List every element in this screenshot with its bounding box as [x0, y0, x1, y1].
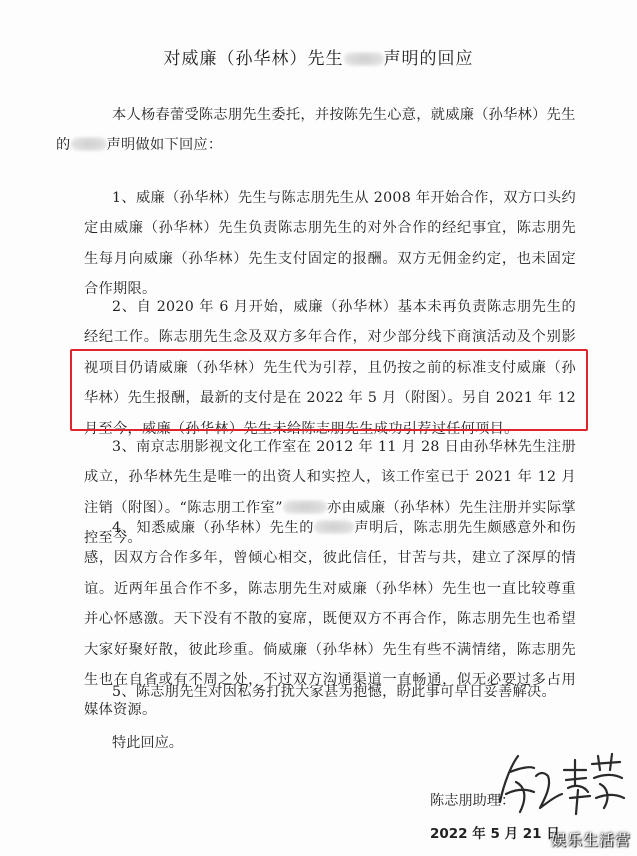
intro-line-1: 本人杨春蕾受陈志朋先生委托，并按陈先生心意，就威廉（孙华林）先生: [112, 107, 576, 123]
signer-label: 陈志朋助理：: [430, 793, 516, 809]
paragraph-5: [84, 677, 576, 707]
document-title: [0, 44, 637, 69]
paragraph-2-text: 2、自 2020 年 6 月开始，威廉（孙华林）基本未再负责陈志朋先生的经纪工作。陈志朋先生念及双方多年合作，对少部分线下商演活动及个别影视项目仍请威廉（孙华林）先生代为引荐，且仍按之前的标准支付威廉（孙华林）先生报酬，最新的支付是在 2022 年 5 月（附图）。另自 2021 年 12 月至今，威廉（孙华林）先生未给陈志朋先生成功引荐过任何项目。: [84, 299, 576, 437]
intro-line-2-prefix: 的: [56, 137, 71, 154]
paragraph-4-text-b: 声明后，陈志朋先生颇感意外和伤感，因双方合作多年，曾倾心相交，彼此信任，甘苦与共，建立了深厚的情谊。近两年虽合作不多，陈志朋先生对威廉（孙华林）先生也一直比较尊重并心怀感激。天下没有不散的宴席，既便双方不再合作，陈志朋先生也希望大家好聚好散，彼此珍重。倘威廉（孙华林）先生有些不满情绪，陈志朋先生也在自省或有不周之处，不过双方沟通渠道一直畅通，似无必要过多占用媒体资源。: [84, 520, 576, 719]
closing-text: 特此回应。: [112, 735, 183, 751]
document-date: 2022 年 5 月 21 日: [430, 826, 560, 842]
paragraph-1: [84, 183, 576, 305]
highlight-box: [70, 349, 588, 431]
redacted-blur: [71, 137, 107, 151]
redacted-blur: [344, 52, 384, 66]
paragraph-1-text: 1、威廉（孙华林）先生与陈志朋先生从 2008 年开始合作，双方口头约定由威廉（孙华林）先生负责陈志朋先生的对外合作的经纪事宜，陈志朋先生每月向威廉（孙华林）先生支付固定的报酬。双方无佣金约定，也未固定合作期限。: [84, 190, 576, 298]
intro-line-2-suffix: 声明做如下回应：: [106, 137, 223, 154]
paragraph-3-text-a: 3、南京志朋影视文化工作室在 2012 年 11 月 28 日由孙华林先生注册成立，孙华林先生是唯一的出资人和实控人，该工作室已于 2021 年 12 月注销（附图）。“陈志朋工作室”: [84, 439, 576, 516]
watermark: 娱乐生活营: [550, 831, 631, 849]
paragraph-5-text: 5、陈志朋先生对因私务打扰大家甚为抱憾，盼此事可早日妥善解决。: [112, 684, 556, 700]
redacted-blur: [283, 500, 327, 514]
redacted-blur: [314, 520, 354, 534]
title-part-2: 声明的回应: [383, 49, 474, 69]
handwritten-signature: [490, 742, 630, 832]
intro-paragraph: [56, 100, 576, 161]
paragraph-3-text-b: 亦由威廉（孙华林）先生注册并实际掌控至今。: [84, 499, 576, 547]
title-part-1: 对威廉（孙华林）先生: [163, 49, 344, 69]
paragraph-4-text-a: 4、知悉威廉（孙华林）先生的: [112, 520, 315, 536]
